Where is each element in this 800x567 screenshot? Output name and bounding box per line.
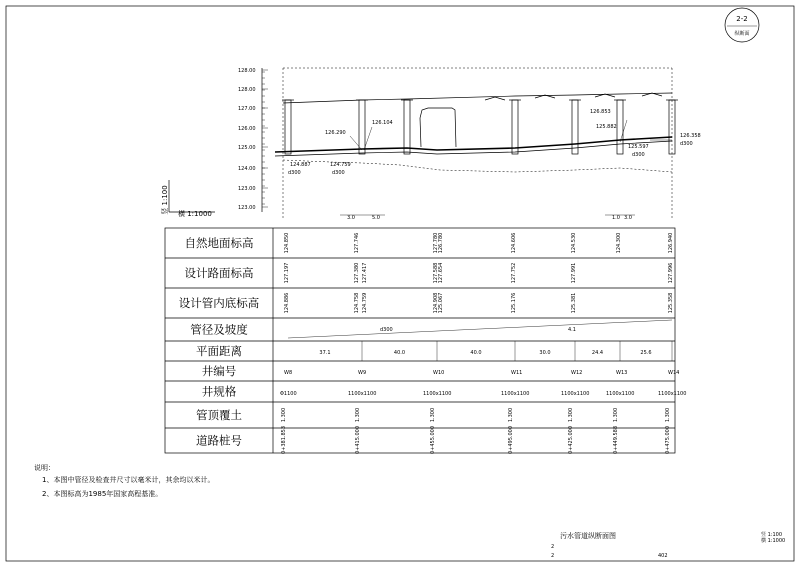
table-cell-value: 0+449.588	[613, 425, 619, 455]
well-number: W9	[358, 370, 367, 376]
table-cell-value: 1.300	[430, 407, 436, 423]
table-row-label: 井编号	[201, 364, 237, 378]
well-number: W13	[616, 370, 628, 376]
drawing-badge	[725, 8, 759, 42]
well-spec: 1100x1100	[606, 391, 635, 397]
vertical-scale-label: 竖 1:100	[161, 185, 169, 215]
table-cell-value: 127.991	[571, 262, 577, 284]
distance-value: 25.6	[640, 350, 652, 356]
badge-name: 纵断面	[734, 31, 750, 37]
svg-text:1.0: 1.0	[612, 215, 620, 221]
dimension-marks	[340, 215, 635, 221]
profile-annotation: d300	[632, 152, 645, 158]
table-cell-value: 124.886	[284, 292, 290, 314]
profile-annotation: 125.597	[628, 144, 649, 150]
table-cell-value: 125.358	[668, 292, 674, 314]
table-cell-value: 124.850	[284, 232, 290, 254]
table-cell-value: 1.300	[355, 407, 361, 423]
scale-labels	[160, 180, 215, 218]
table-cell-value: 0+415.000	[355, 425, 361, 455]
table-cell-value: 1.300	[568, 407, 574, 423]
elevation-tick-label: 128.00	[238, 87, 256, 93]
well-spec: 1100x1100	[423, 391, 452, 397]
table-cell-value: 127.588	[433, 262, 439, 284]
elevation-tick-label: 124.00	[238, 166, 256, 172]
elevation-tick-label: 127.00	[238, 106, 256, 112]
table-cell-value: 124.759	[362, 292, 368, 314]
notes	[34, 463, 214, 498]
sheet-number-a: 2	[551, 544, 555, 550]
table-cell-value: 127.780	[433, 232, 439, 254]
well-spec: 1100x1100	[348, 391, 377, 397]
drawing-title: 污水管道纵断面图	[560, 532, 616, 540]
well-spec: 1100x1100	[501, 391, 530, 397]
well-spec: Φ1100	[280, 391, 297, 397]
distance-value: 40.0	[393, 350, 406, 356]
table-cell-value: 0+425.000	[568, 425, 574, 455]
profile-annotation: 124.759	[330, 162, 351, 168]
table-cell-value: 124.300	[616, 232, 622, 254]
distance-value: 30.0	[539, 350, 551, 356]
manhole-well	[282, 100, 294, 154]
manhole-well	[509, 100, 521, 154]
table-row-label: 设计路面标高	[184, 266, 254, 280]
road-surface-line	[283, 93, 672, 103]
well-number: W8	[284, 370, 293, 376]
profile-annotation: d300	[332, 170, 345, 176]
distance-value: 40.0	[470, 350, 482, 356]
well-spec: 1100x1100	[561, 391, 590, 397]
manhole-well	[401, 100, 413, 154]
notes-title: 说明：	[34, 464, 55, 472]
table-row-label: 自然地面标高	[184, 236, 254, 250]
table-row-label: 平面距离	[196, 344, 242, 358]
well-number: W10	[433, 370, 445, 376]
table-cell-value: 0+381.853	[281, 425, 287, 455]
profile-annotation: d300	[680, 141, 693, 147]
table-cell-value: 127.654	[438, 262, 444, 284]
pipe-slope: 4.1	[568, 327, 576, 333]
profile-drawing	[275, 68, 701, 220]
well-number: W11	[511, 370, 523, 376]
table-cell-value: 1.300	[508, 407, 514, 423]
profile-annotation: d300	[288, 170, 301, 176]
table-cell-value: 124.908	[433, 292, 439, 314]
title-scale-h: 横 1:1000	[761, 538, 786, 544]
drawing-code: 402	[658, 553, 668, 559]
table-row-label: 设计管内底标高	[178, 296, 260, 310]
table-cell-value: 125.381	[571, 292, 577, 314]
profile-annotation: 124.887	[290, 162, 311, 168]
elevation-tick-label: 125.00	[238, 145, 256, 151]
table-cell-value: 124.606	[511, 232, 517, 254]
svg-text:3.0: 3.0	[624, 215, 632, 221]
table-cell-value: 127.380	[354, 262, 360, 284]
table-row-label: 管顶覆土	[196, 408, 242, 422]
distance-value: 37.1	[319, 350, 331, 356]
table-cell-value: 127.417	[362, 262, 368, 284]
well-spec: 1100x1100	[658, 391, 687, 397]
profile-annotation: 126.104	[372, 120, 393, 126]
table-cell-value: 127.197	[284, 262, 290, 284]
elevation-tick-label: 123.00	[238, 205, 256, 211]
svg-text:5.0: 5.0	[372, 215, 380, 221]
table-cell-value: 124.530	[571, 232, 577, 254]
table-row-label: 井规格	[201, 384, 237, 399]
svg-text:3.0: 3.0	[347, 215, 355, 221]
elevation-tick-label: 128.00	[238, 68, 256, 74]
table-cell-value: 127.752	[511, 262, 517, 284]
profile-annotation: 126.853	[590, 109, 611, 115]
manhole-well	[356, 100, 368, 154]
sheet-number-b: 2	[551, 553, 555, 559]
table-row-label: 道路桩号	[196, 433, 242, 448]
table-cell-value: 126.780	[438, 232, 444, 254]
horizontal-scale-label: 横 1:1000	[178, 210, 212, 218]
table-cell-value: 1.300	[281, 407, 287, 423]
note-item-2: 2、本图标高为1985年国家高程基准。	[42, 490, 163, 498]
table-cell-value: 124.758	[354, 292, 360, 314]
table-cell-value: 1.300	[613, 407, 619, 423]
title-scale-v: 竖 1:100	[761, 532, 782, 538]
data-table	[165, 228, 686, 454]
profile-annotation: 126.358	[680, 133, 701, 139]
table-cell-value: 0+495.000	[508, 425, 514, 455]
table-cell-value: 127.996	[668, 262, 674, 284]
table-cell-value: 125.067	[438, 292, 444, 314]
manhole-well	[569, 100, 581, 154]
distance-value: 24.4	[591, 350, 604, 356]
table-cell-value: 1.300	[665, 407, 671, 423]
table-cell-value: 0+455.000	[430, 425, 436, 455]
title-block	[551, 531, 785, 559]
well-number: W12	[571, 370, 583, 376]
table-cell-value: 125.176	[511, 292, 517, 314]
table-cell-value: 126.940	[668, 232, 674, 254]
profile-annotation: 125.882	[596, 124, 617, 130]
pipe-size: d300	[380, 327, 393, 333]
elevation-tick-label: 123.00	[238, 186, 256, 192]
well-number: W14	[668, 370, 680, 376]
well-group	[282, 100, 678, 154]
elevation-tick-label: 126.00	[238, 126, 256, 132]
note-item-1: 1、本图中管径及检查井尺寸以毫米计，其余均以米计。	[42, 476, 215, 484]
table-cell-value: 127.746	[354, 232, 360, 254]
profile-annotation: 126.290	[325, 130, 346, 136]
elevation-axis	[238, 68, 268, 212]
badge-number: 2-2	[736, 15, 748, 23]
table-cell-value: 0+475.000	[665, 425, 671, 455]
table-row-label: 管径及坡度	[190, 322, 248, 337]
